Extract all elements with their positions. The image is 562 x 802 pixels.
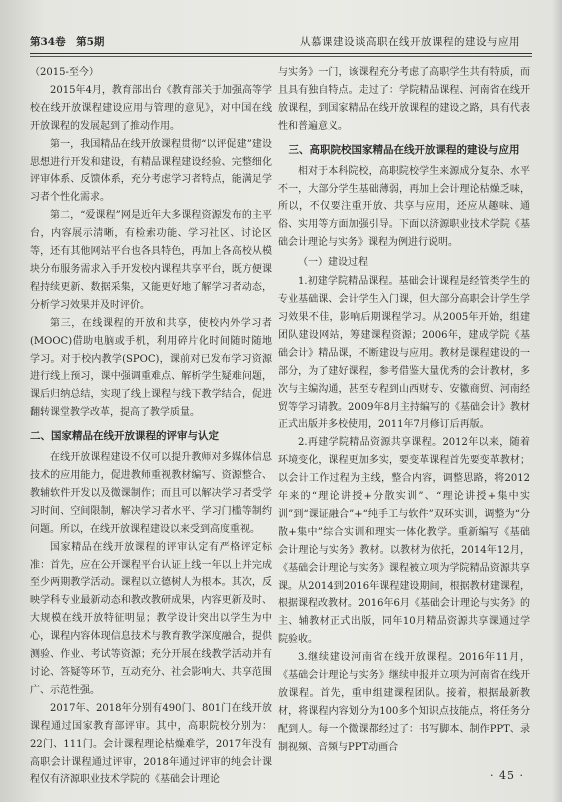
page-edge-shadow xyxy=(552,0,562,802)
paragraph: 第一，我国精品在线开放课程贯彻“以评促建”建设思想进行开发和建设，有精品课程建设经验、完整细化评审体系、反馈体系，充分考虑学习者特点，能满足学习者个性化需求。 xyxy=(30,138,272,204)
paragraph: 在线开放课程建设不仅可以提升教师对多媒体信息技术的应用能力，促进教师重视教材编写、资源整合、教辅软件开发以及微课制作；而且可以解决学习者受学习时间、空间限制，解决学习者水平、学习门槛等制约问题。所以，在线开放课程建设以来受到高度重视。 xyxy=(30,452,272,535)
volume-issue: 第34卷 第5期 xyxy=(30,36,105,48)
page-number: · 45 · xyxy=(490,769,524,782)
paragraph: 2015年4月，教育部出台《教育部关于加强高等学校在线开放课程建设应用与管理的意见》，对中国在线开放课程的发展起到了推动作用。 xyxy=(30,84,272,132)
paragraph: （2015-至今） xyxy=(30,67,99,78)
paragraph: 与实务》一门，该课程充分考虑了高职学生共有特质，而且具有独自特点。走过了：学院精品课程、河南省在线开放课程，到国家精品在线开放课程的建设之路，具有代表性和普遍意义。 xyxy=(278,67,530,132)
header-rule-thin xyxy=(30,56,532,57)
paragraph: 第三，在线课程的开放和共享，使校内外学习者(MOOC)借助电脑或手机，利用碎片化时间随时随地学习。对于校内教学(SPOC)，课前对已发布学习资源进行线上预习，课中强调重难点、解析学生疑难问题，课后归纳总结，实现了线上课程与线下教学结合，促进翻转课堂教学改革，提高了教学质量。 xyxy=(30,317,272,419)
section-heading: 二、国家精品在线开放课程的评审与认定 xyxy=(30,430,219,443)
left-column xyxy=(30,64,272,789)
running-header xyxy=(30,30,532,52)
paragraph: 第二，“爱课程”网是近年大多课程资源发布的主平台，内容展示清晰，有检索功能、学习社区、讨论区等，还有其他网站平台也各具特色，再加上各高校从模块分布服务需求入手开发校内课程共享平台，既方便课程持续更新、数据采集，又能更好地了解学习者动态，分析学习效果并及时评价。 xyxy=(30,210,272,311)
header-rule-thick xyxy=(30,53,532,54)
paragraph: 国家精品在线开放课程的评审认定有严格评定标准：首先，应在公开课程平台认证上线一年以上并完成至少两期教学活动。课程以立德树人为根本。其次，反映学科专业最新动态和教改教研成果，内容更新及时、大规模在线开放特征明显；教学设计突出以学生为中心，课程内容体现信息技术与教育教学深度融合，提供测验、作业、考试等资源；充分开展在线教学活动并有讨论、答疑等环节，互动充分、社会影响大、共享范围广、示范性强。 xyxy=(30,541,272,696)
paragraph: 3.继续建设河南省在线开放课程。2016年11月，《基础会计理论与实务》继续申报并立项为河南省在线开放课程。首先，重申组建课程团队。接着，根据最新教材，将课程内容划分为100多个知识点技能点，将任务分配到人。每一个微课都经过了：书写脚本、制作PPT、录制视频、音频与PPT动画合 xyxy=(278,652,530,753)
section-heading: 三、高职院校国家精品在线开放课程的建设与应用 xyxy=(288,143,520,156)
subsection-heading: （一）建设过程 xyxy=(298,257,368,269)
right-column xyxy=(278,64,530,757)
paragraph: 2017年、2018年分别有490门、801门在线开放课程通过国家教育部评审。其中，高职院校分别为：22门、111门。会计课程理论枯燥难学，2017年没有高职会计课程通过评审，2018年通过评审的纯会计课程仅有济源职业技术学院的《基础会计理论 xyxy=(30,702,272,786)
paragraph: 相对于本科院校，高职院校学生来源成分复杂、水平不一，大部分学生基础薄弱，再加上会计理论枯燥乏味，所以，不仅要注重开放、共享与应用，还应从趣味、通俗、实用等方面加强引导。下面以济源职业技术学院《基础会计理论与实务》课程为例进行说明。 xyxy=(278,165,530,249)
paragraph: 2.再建学院精品资源共享课程。2012年以来，随着环境变化，课程更加多实，要变革课程首先要变革教材；以会计工作过程为主线，整合内容，调整思路，将2012年来的“理论讲授+分散实训”、“理论讲授+集中实训”到“课证融合”+“纯手工与软件”双环实训，调整为“分散+集中”综合实训和理实一体化教学。重新编写《基础会计理论与实务》教材。以教材为依托，2014年12月，《基础会计理论与实务》课程被立项为学院精品资源共享课。从2014到2016年课程建设期间，根据教材建课程，根据课程改教材。2016年6月《基础会计理论与实务》的主、辅教材正式出版，同年10月精品资源共享课通过学院验收。 xyxy=(278,437,530,646)
running-title: 从慕课建设谈高职在线开放课程的建设与应用 xyxy=(300,36,520,48)
paragraph: 1.初建学院精品课程。基础会计课程是经管类学生的专业基础课、会计学生入门课，但大部分高职会计学生学习效果不佳，影响后期课程学习。从2005年开始，组建团队建设网站，筹建课程资源；2006年，建成学院《基础会计》精品课，不断建设与应用。教材是课程建设的一部分，为了建好课程，参考借鉴大量优秀的会计教材，多次与主编沟通，甚至专程到山西财专、安徽商贸、河南经贸等学习请教。2009年8月主持编写的《基础会计》教材正式出版并多校使用，2011年7月修订后再版。 xyxy=(278,276,530,431)
